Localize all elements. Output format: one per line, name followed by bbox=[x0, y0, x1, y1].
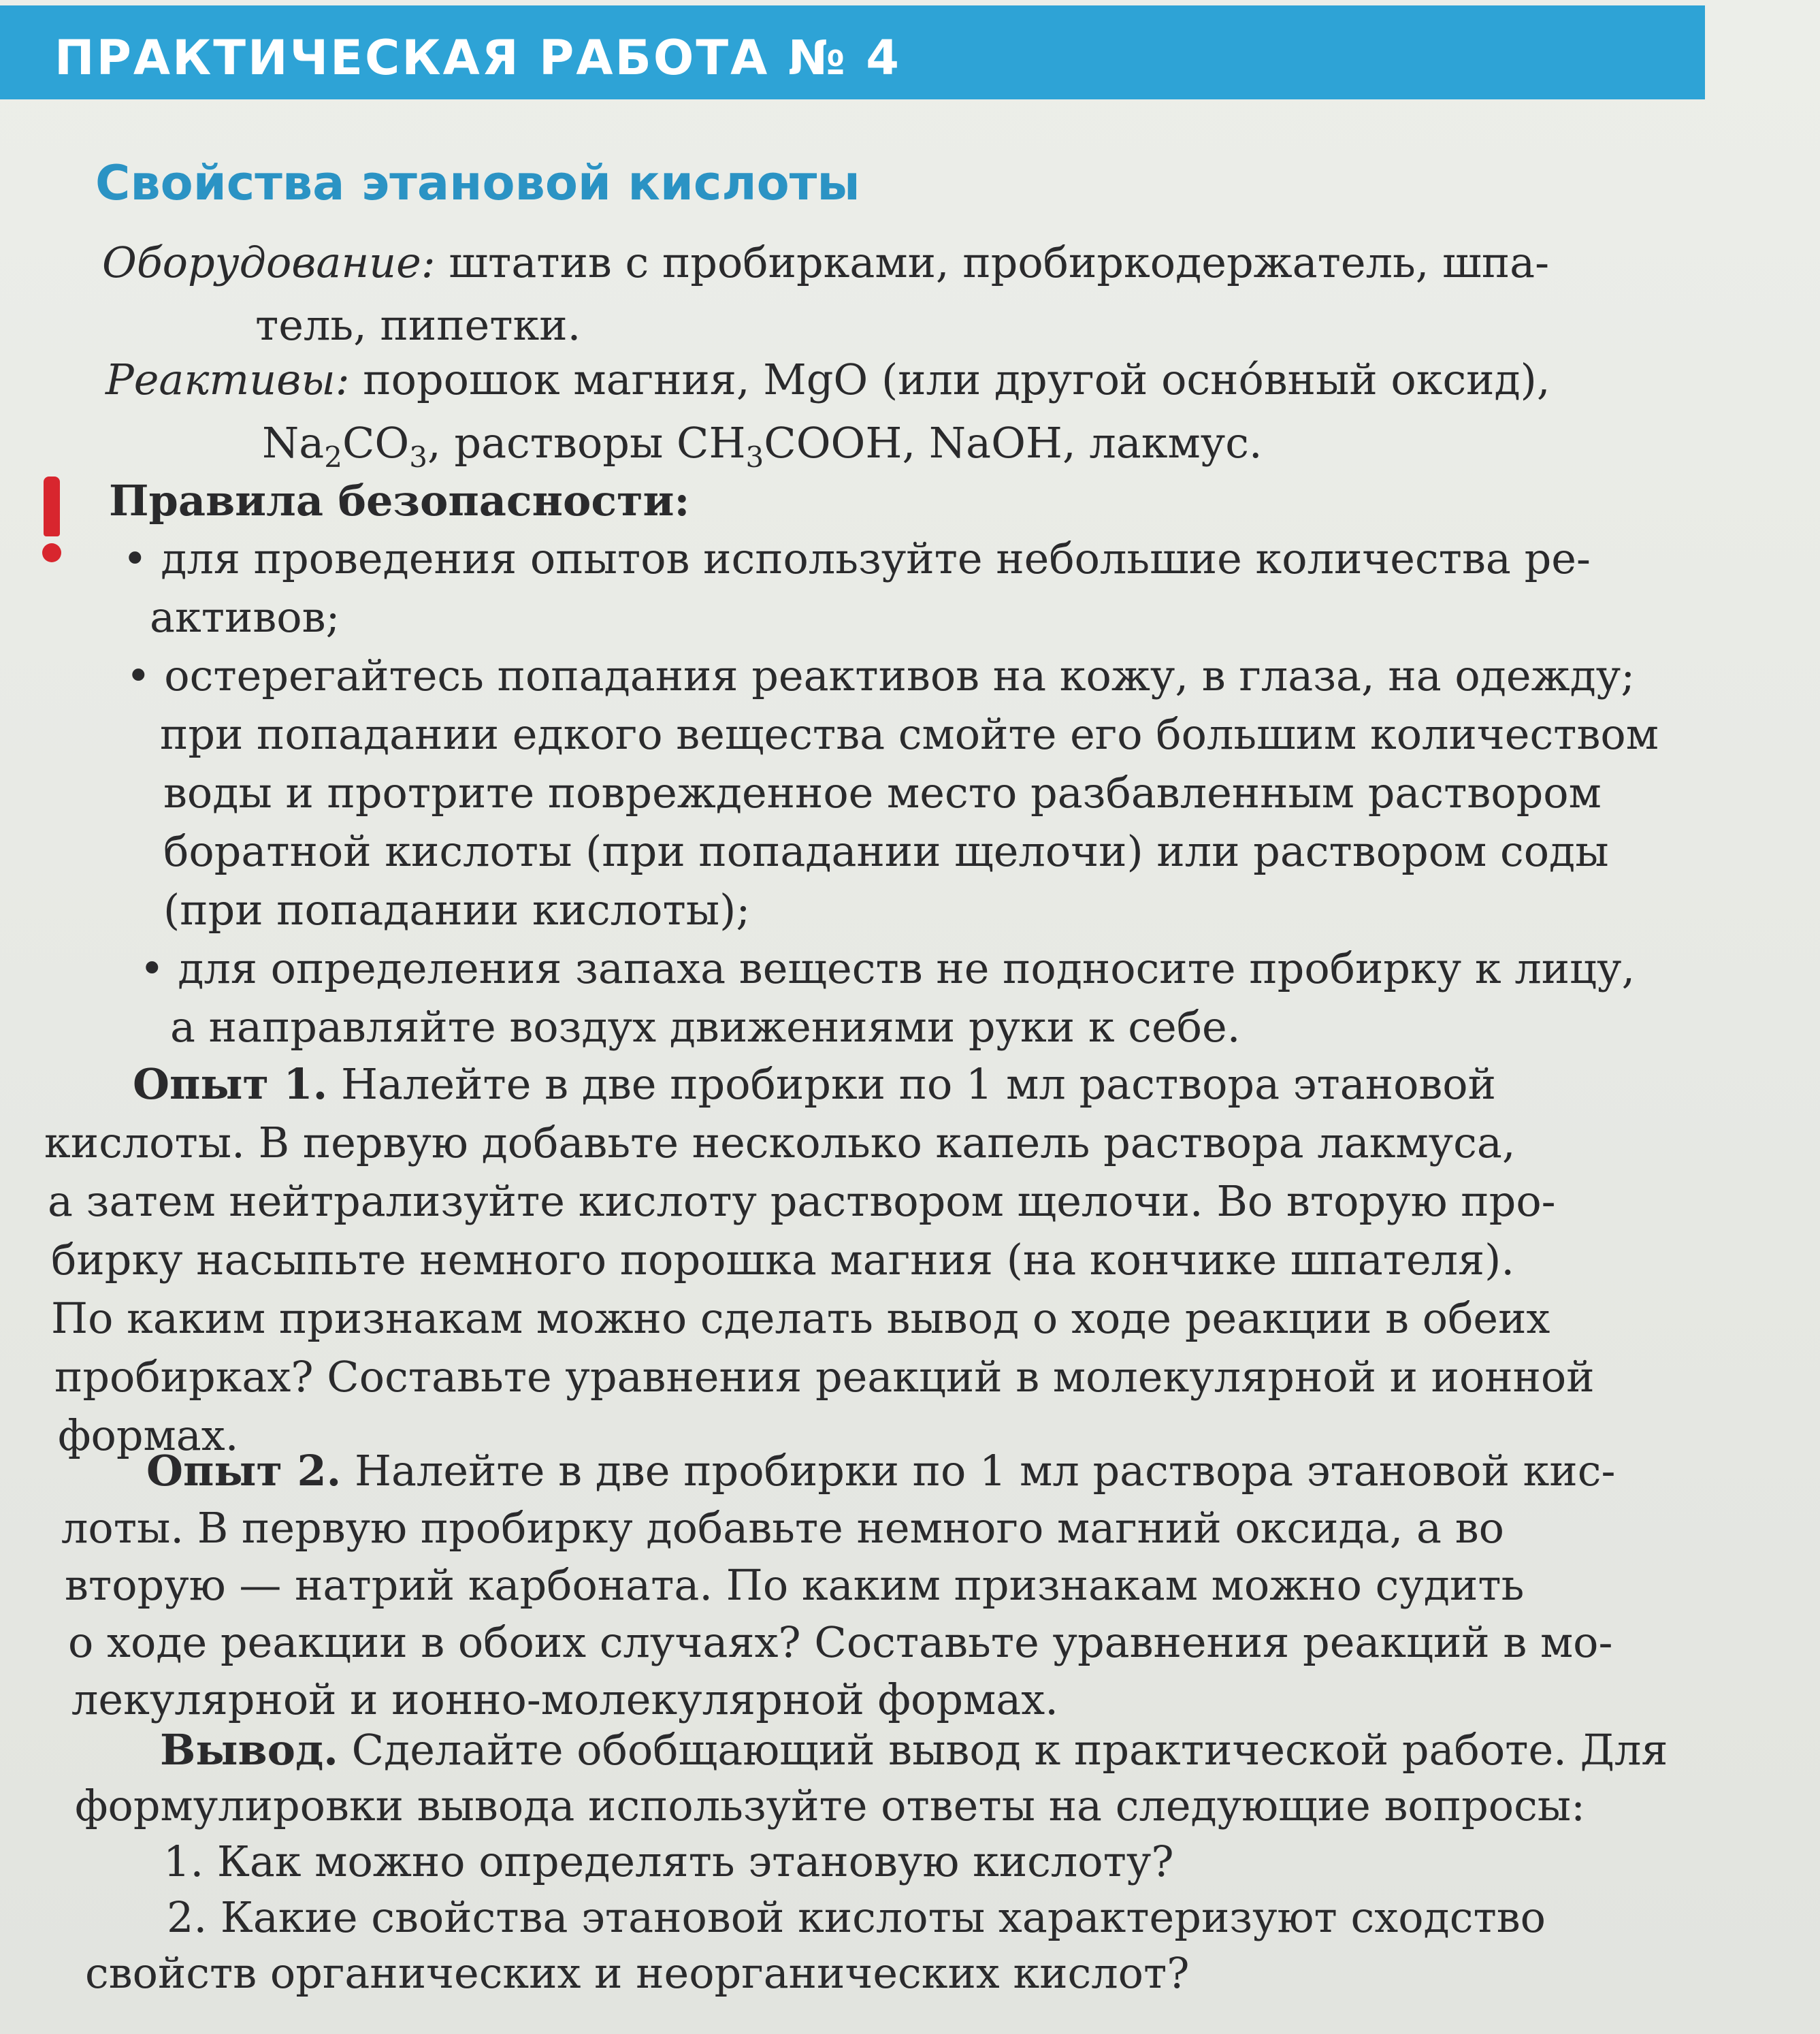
safety-line: • для проведения опытов используйте небольшие количества ре- bbox=[123, 534, 1591, 583]
conclusion-question-1: 1. Как можно определять этановую кислоту? bbox=[163, 1837, 1174, 1886]
exp2-text-1: Налейте в две пробирки по 1 мл раствора этановой кис- bbox=[341, 1446, 1616, 1496]
safety-line: (при попадании кислоты); bbox=[163, 885, 751, 935]
safety-line: воды и протрите поврежденное место разбавленным раствором bbox=[163, 768, 1602, 818]
exp2-line: лоты. В первую пробирку добавьте немного магний оксида, а во bbox=[61, 1503, 1504, 1553]
section-subtitle: Свойства этановой кислоты bbox=[95, 155, 860, 211]
formula-mid: , растворы CH bbox=[427, 418, 746, 468]
exp2-line: лекулярной и ионно-молекулярной формах. bbox=[71, 1675, 1058, 1724]
exp1-line: а затем нейтрализуйте кислоту раствором щелочи. Во вторую про- bbox=[48, 1176, 1556, 1226]
conclusion-question-2: 2. Какие свойства этановой кислоты характеризуют сходство bbox=[167, 1892, 1546, 1942]
exp1-line: кислоты. В первую добавьте несколько капель раствора лакмуса, bbox=[44, 1118, 1516, 1167]
exp2-line: о ходе реакции в обоих случаях? Составьте уравнения реакций в мо- bbox=[68, 1617, 1613, 1667]
conclusion-line: свойств органических и неорганических кислот? bbox=[85, 1948, 1190, 1998]
formula-tail: COOH, NaOH, лакмус. bbox=[764, 418, 1263, 468]
safety-line: • для определения запаха веществ не подносите пробирку к лицу, bbox=[140, 943, 1636, 993]
equipment-line-1 bbox=[102, 238, 1550, 287]
exp2-line: вторую — натрий карбоната. По каким признакам можно судить bbox=[65, 1560, 1525, 1610]
conclusion-line: формулировки вывода используйте ответы на следующие вопросы: bbox=[75, 1781, 1586, 1830]
exp1-line-1 bbox=[133, 1059, 1496, 1109]
exp1-text-1: Налейте в две пробирки по 1 мл раствора этановой bbox=[327, 1059, 1496, 1109]
safety-line: • остерегайтесь попадания реактивов на кожу, в глаза, на одежду; bbox=[126, 651, 1636, 700]
formula-sub-3: 3 bbox=[409, 440, 427, 474]
formula-sub-2: 2 bbox=[324, 440, 342, 474]
safety-heading: Правила безопасности: bbox=[109, 476, 690, 526]
equipment-label: Оборудование: bbox=[102, 238, 436, 287]
conclusion-line-1 bbox=[160, 1725, 1668, 1775]
page-title: ПРАКТИЧЕСКАЯ РАБОТА № 4 bbox=[54, 30, 901, 86]
exp1-line: пробирках? Составьте уравнения реакций в молекулярной и ионной bbox=[54, 1352, 1595, 1402]
title-banner bbox=[0, 5, 1705, 99]
safety-line: при попадании едкого вещества смойте его большим количеством bbox=[160, 709, 1659, 759]
conclusion-text-1: Сделайте обобщающий вывод к практической работе. Для bbox=[338, 1725, 1668, 1775]
formula-na: Na bbox=[262, 418, 325, 468]
equipment-line-2: тель, пипетки. bbox=[255, 300, 581, 350]
reagents-text-1: порошок магния, MgO (или другой осно́вный оксид), bbox=[349, 355, 1550, 404]
formula-co: CO bbox=[342, 418, 410, 468]
exp1-line: По каким признакам можно сделать вывод о ходе реакции в обеих bbox=[51, 1293, 1550, 1343]
exp1-label: Опыт 1. bbox=[133, 1059, 328, 1109]
exp2-line-1 bbox=[146, 1446, 1616, 1496]
exp2-label: Опыт 2. bbox=[146, 1446, 342, 1496]
reagents-line-1 bbox=[105, 355, 1550, 404]
safety-line: активов; bbox=[150, 592, 340, 642]
exclamation-warning-icon bbox=[37, 477, 67, 565]
exp1-line: бирку насыпьте немного порошка магния (на кончике шпателя). bbox=[51, 1235, 1515, 1285]
reagents-label: Реактивы: bbox=[105, 355, 350, 404]
equipment-text-1: штатив с пробирками, пробиркодержатель, шпа- bbox=[435, 238, 1550, 287]
conclusion-label: Вывод. bbox=[160, 1725, 338, 1775]
safety-line: боратной кислоты (при попадании щелочи) или раствором соды bbox=[163, 826, 1609, 876]
formula-sub-3b: 3 bbox=[745, 440, 764, 474]
safety-line: а направляйте воздух движениями руки к себе. bbox=[170, 1002, 1241, 1052]
reagents-line-2 bbox=[262, 418, 1263, 474]
exp1-line: формах. bbox=[58, 1410, 239, 1460]
